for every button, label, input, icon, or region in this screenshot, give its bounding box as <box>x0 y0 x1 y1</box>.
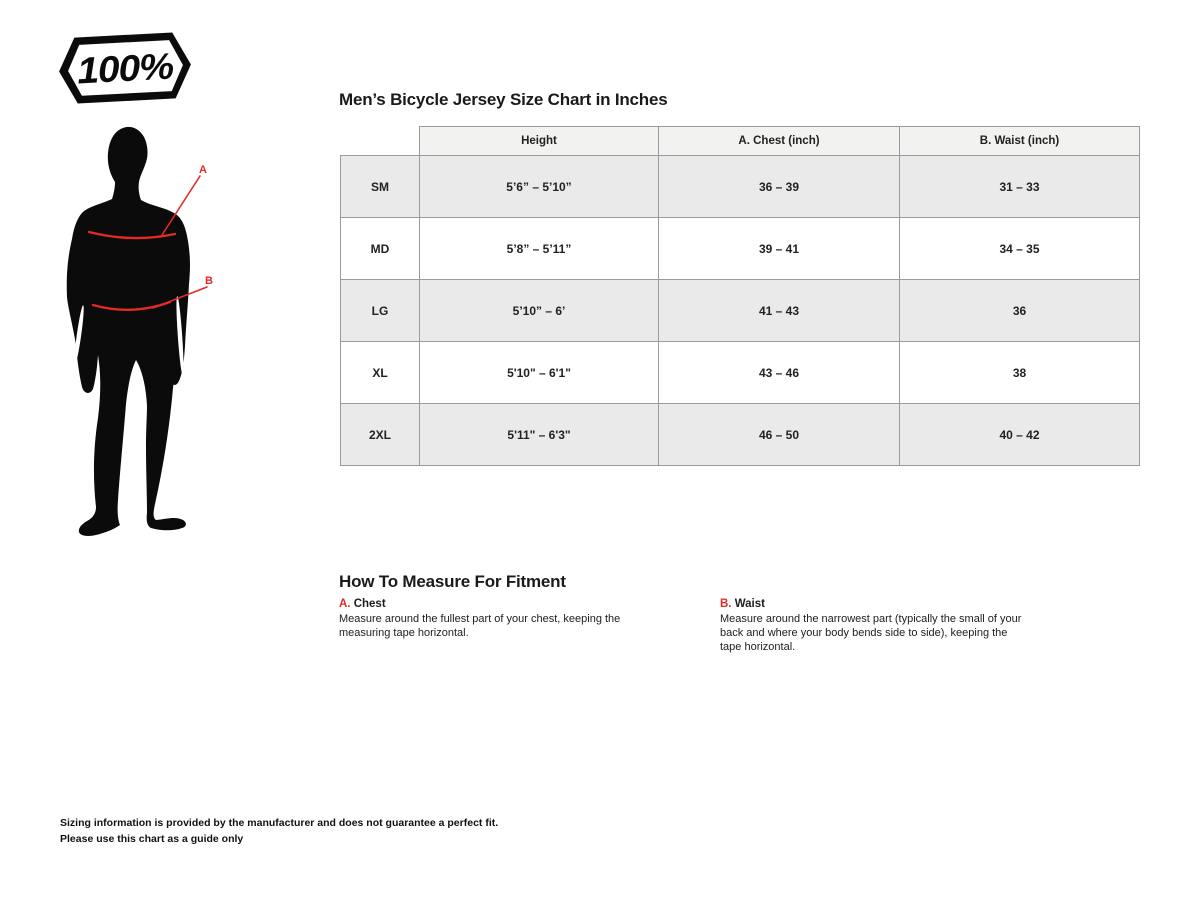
size-cell: SM <box>341 156 420 218</box>
size-figure <box>55 108 215 548</box>
marker-a-label: A <box>199 164 207 176</box>
how-to-measure-heading: How To Measure For Fitment <box>339 572 566 591</box>
table-row <box>341 342 1140 404</box>
height-cell: 5’8” – 5’11” <box>420 218 659 280</box>
table-row <box>341 156 1140 218</box>
size-cell: XL <box>341 342 420 404</box>
waist-instructions: Measure around the narrowest part (typically the small of your back and where your body bends side to side), keeping the tape horizontal. <box>720 613 1022 653</box>
size-cell: LG <box>341 280 420 342</box>
size-cell: MD <box>341 218 420 280</box>
chest-cell: 46 – 50 <box>659 404 900 466</box>
size-chart-table <box>340 126 1140 466</box>
chest-cell: 36 – 39 <box>659 156 900 218</box>
disclaimer-line-2: Please use this chart as a guide only <box>60 833 244 845</box>
waist-cell: 31 – 33 <box>900 156 1140 218</box>
brand-logo-badge-icon <box>55 28 195 108</box>
brand-logo-text: 100% <box>76 45 169 92</box>
chest-instructions: Measure around the fullest part of your chest, keeping the measuring tape horizontal. <box>339 613 621 639</box>
chest-key: A. <box>339 598 351 610</box>
chest-cell: 43 – 46 <box>659 342 900 404</box>
height-cell: 5’10” – 6’ <box>420 280 659 342</box>
brand-logo <box>55 28 195 108</box>
how-to-chest <box>339 597 644 640</box>
header-cell-chest: A. Chest (inch) <box>659 127 900 156</box>
man-silhouette <box>67 127 190 536</box>
height-cell: 5'10" – 6'1" <box>420 342 659 404</box>
waist-cell: 36 <box>900 280 1140 342</box>
waist-label <box>720 597 1025 611</box>
header-cell-waist: B. Waist (inch) <box>900 127 1140 156</box>
height-cell: 5’6” – 5’10” <box>420 156 659 218</box>
marker-b-label: B <box>205 275 213 287</box>
table-row <box>341 218 1140 280</box>
chest-name: Chest <box>353 598 386 610</box>
header-cell-height: Height <box>420 127 659 156</box>
how-to-waist <box>720 597 1025 654</box>
waist-cell: 38 <box>900 342 1140 404</box>
waist-cell: 40 – 42 <box>900 404 1140 466</box>
table-header-row <box>341 127 1140 156</box>
table-row <box>341 280 1140 342</box>
chest-cell: 39 – 41 <box>659 218 900 280</box>
table-row <box>341 404 1140 466</box>
waist-key: B. <box>720 598 732 610</box>
disclaimer-line-1: Sizing information is provided by the manufacturer and does not guarantee a perfect fit. <box>60 817 499 829</box>
page-title: Men’s Bicycle Jersey Size Chart in Inches <box>339 90 668 109</box>
chest-cell: 41 – 43 <box>659 280 900 342</box>
chest-label <box>339 597 644 611</box>
size-cell: 2XL <box>341 404 420 466</box>
waist-cell: 34 – 35 <box>900 218 1140 280</box>
waist-name: Waist <box>734 598 765 610</box>
height-cell: 5'11" – 6'3" <box>420 404 659 466</box>
sizing-disclaimer <box>60 815 498 847</box>
header-cell-empty <box>341 127 420 156</box>
